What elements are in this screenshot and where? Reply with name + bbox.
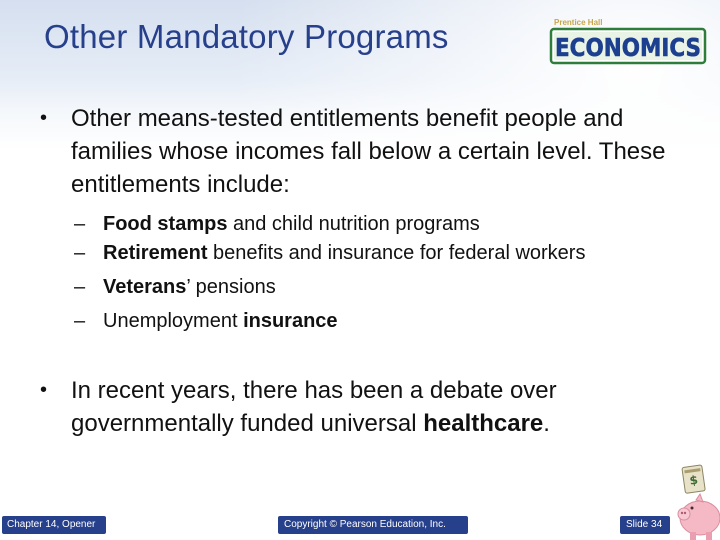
logo-publisher: Prentice Hall — [554, 18, 603, 27]
logo-brand-text: ECONOMICS — [555, 33, 701, 62]
bullet-item — [34, 102, 684, 201]
bullet-marker: • — [40, 379, 48, 401]
bullet-tail: . — [543, 410, 550, 437]
sub-marker: – — [74, 276, 86, 298]
list-item — [34, 209, 684, 239]
list-item — [34, 306, 684, 336]
list-item-bold: Food stamps — [103, 213, 228, 235]
entitlements-list — [34, 209, 684, 336]
list-item-bold: insurance — [243, 310, 338, 332]
list-item-text: ’ pensions — [186, 276, 276, 298]
footer-copyright: Copyright © Pearson Education, Inc. — [284, 519, 446, 530]
bullet-text: In recent years, there has been a debate over governmentally funded universal — [71, 377, 557, 437]
bullet-text: Other means-tested entitlements benefit people and families whose incomes fall below a certain level. These entitlements include: — [71, 105, 666, 198]
svg-text:$: $ — [688, 472, 699, 488]
bullet-bold: healthcare — [423, 410, 544, 437]
footer-left-bar — [2, 516, 106, 534]
list-item-text: benefits and insurance for federal workers — [207, 242, 586, 264]
list-item-text: Unemployment — [103, 310, 244, 332]
list-item — [34, 272, 684, 302]
economics-logo — [550, 18, 708, 66]
sub-marker: – — [74, 242, 86, 264]
footer-chapter: Chapter 14, Opener — [7, 519, 96, 530]
footer-right-bar — [620, 516, 670, 534]
list-item-bold: Veterans — [103, 276, 187, 298]
bullet-marker: • — [40, 107, 48, 129]
list-item-text: and child nutrition programs — [227, 213, 480, 235]
footer-slide-number: Slide 34 — [626, 519, 663, 530]
sub-marker: – — [74, 310, 86, 332]
list-item — [34, 239, 684, 268]
slide-footer — [0, 516, 720, 536]
list-item-bold: Retirement — [103, 242, 208, 264]
slide-title: Other Mandatory Programs — [44, 18, 449, 55]
footer-center-bar — [278, 516, 468, 534]
slide-body — [34, 102, 684, 440]
logo-badge-icon — [550, 27, 706, 65]
sub-marker: – — [74, 213, 86, 235]
bullet-item — [34, 374, 684, 440]
